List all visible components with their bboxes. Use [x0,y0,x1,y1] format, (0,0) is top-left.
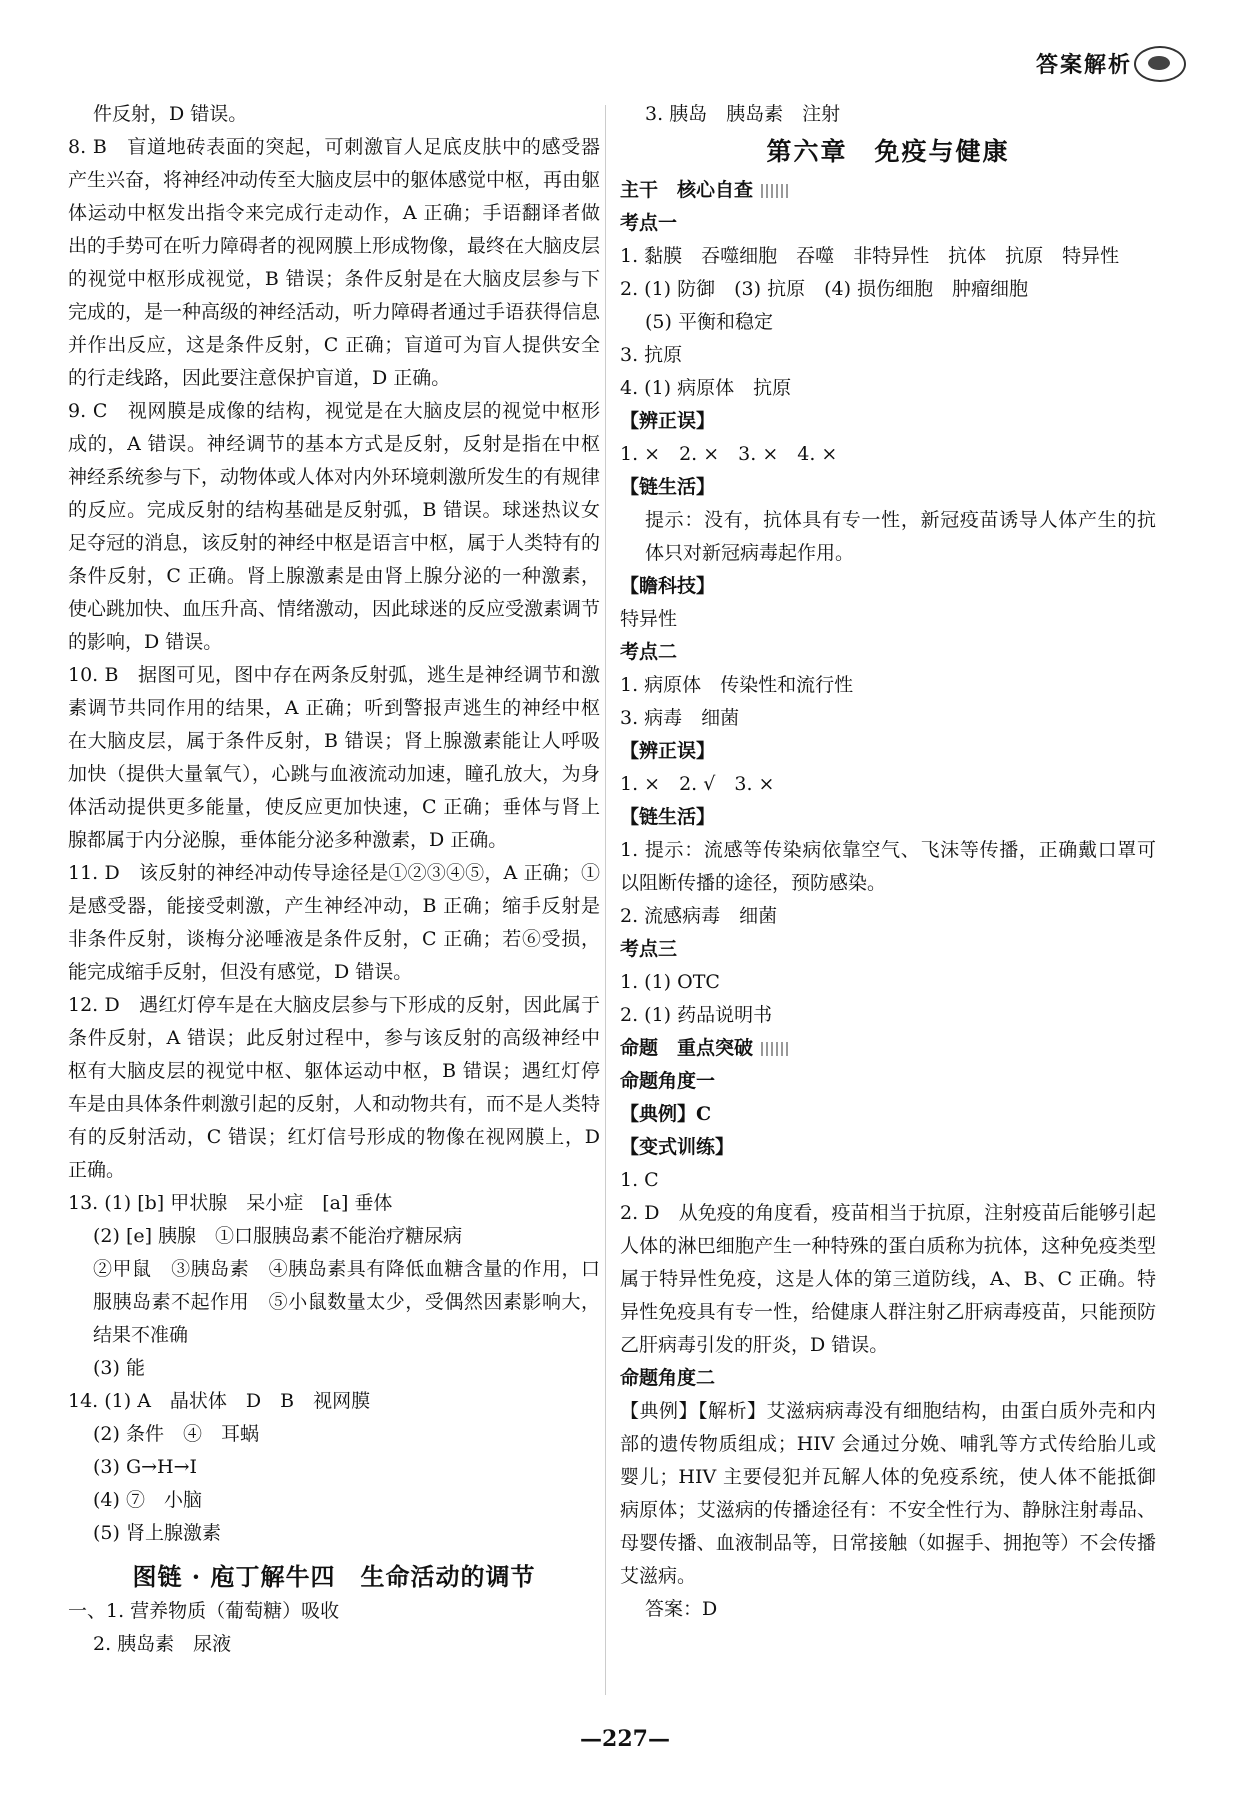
answer-10: 10. B 据图可见，图中存在两条反射弧，逃生是神经调节和激素调节共同作用的结果，A 正确；听到警报声逃生的神经中枢在大脑皮层，属于条件反射，B 错误；肾上腺激素能让人呼吸加快（提供大量氧气），心跳与血液流动加速，瞳孔放大，为身体活动提供更多能量，使反应更加快速，C 正确；垂体与肾上腺都属于内分泌腺，垂体能分泌多种激素，D 正确。 [68,664,600,851]
logo-icon [1134,46,1186,82]
chapter-title: 第六章 免疫与健康 [766,137,1010,166]
answer-14-2: (2) 条件 ④ 耳蜗 [93,1423,259,1445]
banner-answer-2: 2. 胰岛素 尿液 [93,1633,232,1655]
answer-line: 1. × 2. √ 3. × [620,773,775,795]
answer-8: 8. B 盲道地砖表面的突起，可刺激盲人足底皮肤中的感受器产生兴奋，将神经冲动传至大脑皮层中的躯体感觉中枢，再由躯体运动中枢发出指令来完成行走动作，A 正确；手语翻译者做出的手势可在听力障碍者的视网膜上形成物像，最终在大脑皮层的视觉中枢形成视觉，B 错误；条件反射是在大脑皮层参与下完成的，是一种高级的神经活动，听力障碍者通过手语获得信息并作出反应，这是条件反射，C 正确；盲道可为盲人提供安全的行走线路，因此要注意保护盲道，D 正确。 [68,136,601,389]
answer-13-3: (3) 能 [93,1357,145,1379]
answer-line: 2. (1) 药品说明书 [620,1004,773,1026]
angle-heading: 命题角度一 [620,1070,716,1092]
answer-line: 3. 抗原 [620,344,683,366]
section-banner: 图链 · 庖丁解牛四 生命活动的调节 [132,1562,536,1591]
answer-line: 特异性 [620,608,678,630]
answer-line: 1. × 2. × 3. × 4. × [620,443,838,465]
answer-14-5: (5) 肾上腺激素 [93,1522,221,1544]
section-heading: 主干 核心自查 [620,174,1156,207]
answer-14-3: (3) G→H→I [93,1456,198,1478]
page-number: —227— [580,1726,670,1752]
answer-9: 9. C 视网膜是成像的结构，视觉是在大脑皮层的视觉中枢形成的，A 错误。神经调节的基本方式是反射，反射是指在中枢神经系统参与下，动物体或人体对内外环境刺激所发生的有规律的反应。完成反射的结构基础是反射弧，B 错误。球迷热议女足夺冠的消息，该反射的神经中枢是语言中枢，属于人类特有的条件反射，C 正确。肾上腺激素是由肾上腺分泌的一种激素，使心跳加快、血压升高、情绪激动，因此球迷的反应受激素调节的影响，D 错误。 [68,400,601,653]
answer-line: (5) 平衡和稳定 [645,311,773,333]
text-line: 件反射，D 错误。 [93,103,248,125]
example-analysis: 【典例】【解析】艾滋病病毒没有细胞结构，由蛋白质外壳和内部的遗传物质组成；HIV 会通过分娩、哺乳等方式传给胎儿或婴儿；HIV 主要侵犯并瓦解人体的免疫系统，使人体不能抵御病原体；艾滋病的传播途径有：不安全性行为、静脉注射毒品、母婴传播、血液制品等，日常接触（如握手、拥抱等）不会传播艾滋病。 [620,1400,1156,1587]
tag-heading: 【辨正误】 [620,740,716,762]
tag-heading: 【链生活】 [620,806,716,828]
answer-line: 1. 黏膜 吞噬细胞 吞噬 非特异性 抗体 抗原 特异性 [620,245,1120,267]
answer-11: 11. D 该反射的神经冲动传导途径是①②③④⑤，A 正确；①是感受器，能接受刺激，产生神经冲动，B 正确；缩手反射是非条件反射，谈梅分泌唾液是条件反射，C 正确；若⑥受损，能完成缩手反射，但没有感觉，D 错误。 [68,862,600,983]
angle-heading: 命题角度二 [620,1367,716,1389]
header-title: 答案解析 [1035,53,1132,78]
column-divider [605,105,606,1695]
answer-line: 1. 提示：流感等传染病依靠空气、飞沫等传播，正确戴口罩可以阻断传播的途径，预防感染。 [620,839,1156,894]
answer-line: 1. C [620,1169,659,1191]
section-heading: 命题 重点突破 [620,1032,1156,1065]
answer-line: 3. 病毒 细菌 [620,707,740,729]
answer-line: 2. (1) 防御 (3) 抗原 (4) 损伤细胞 肿瘤细胞 [620,278,1029,300]
tag-heading: 【辨正误】 [620,410,716,432]
banner-answer-1: 一、1. 营养物质（葡萄糖）吸收 [68,1600,340,1622]
topic-heading: 考点三 [620,938,678,960]
answer-line: 提示：没有，抗体具有专一性，新冠疫苗诱导人体产生的抗体只对新冠病毒起作用。 [645,509,1156,564]
tag-heading: 【链生活】 [620,476,716,498]
answer-line: 1. (1) OTC [620,971,720,993]
answer-line: 4. (1) 病原体 抗原 [620,377,792,399]
answer-14-4: (4) ⑦ 小脑 [93,1489,202,1511]
answer-13-2: (2) [e] 胰腺 ①口服胰岛素不能治疗糖尿病 [93,1225,463,1247]
example-answer: 【典例】C [620,1103,712,1125]
final-answer: 答案：D [645,1598,718,1620]
answer-13: 13. (1) [b] 甲状腺 呆小症 [a] 垂体 [68,1192,393,1214]
answer-line: 1. 病原体 传染性和流行性 [620,674,854,696]
topic-heading: 考点一 [620,212,678,234]
tag-heading: 【变式训练】 [620,1136,735,1158]
answer-13-2b: ②甲鼠 ③胰岛素 ④胰岛素具有降低血糖含量的作用，口服胰岛素不起作用 ⑤小鼠数量太少，受偶然因素影响大，结果不准确 [93,1258,600,1346]
text-line: 3. 胰岛 胰岛素 注射 [645,103,841,125]
answer-12: 12. D 遇红灯停车是在大脑皮层参与下形成的反射，因此属于条件反射，A 错误；此反射过程中，参与该反射的高级神经中枢有大脑皮层的视觉中枢、躯体运动中枢，B 错误；遇红灯停车是由具体条件刺激引起的反射，人和动物共有，而不是人类特有的反射活动，C 错误；红灯信号形成的物像在视网膜上，D 正确。 [68,994,601,1181]
answer-line: 2. D 从免疫的角度看，疫苗相当于抗原，注射疫苗后能够引起人体的淋巴细胞产生一种特殊的蛋白质称为抗体，这种免疫类型属于特异性免疫，这是人体的第三道防线，A、B、C 正确。特异性免疫具有专一性，给健康人群注射乙肝病毒疫苗，只能预防乙肝病毒引发的肝炎，D 错误。 [620,1202,1156,1356]
tag-heading: 【瞻科技】 [620,575,716,597]
answer-line: 2. 流感病毒 细菌 [620,905,778,927]
right-column [620,98,1156,1626]
left-column [68,98,600,1661]
answer-14: 14. (1) A 晶状体 D B 视网膜 [68,1390,371,1412]
topic-heading: 考点二 [620,641,678,663]
